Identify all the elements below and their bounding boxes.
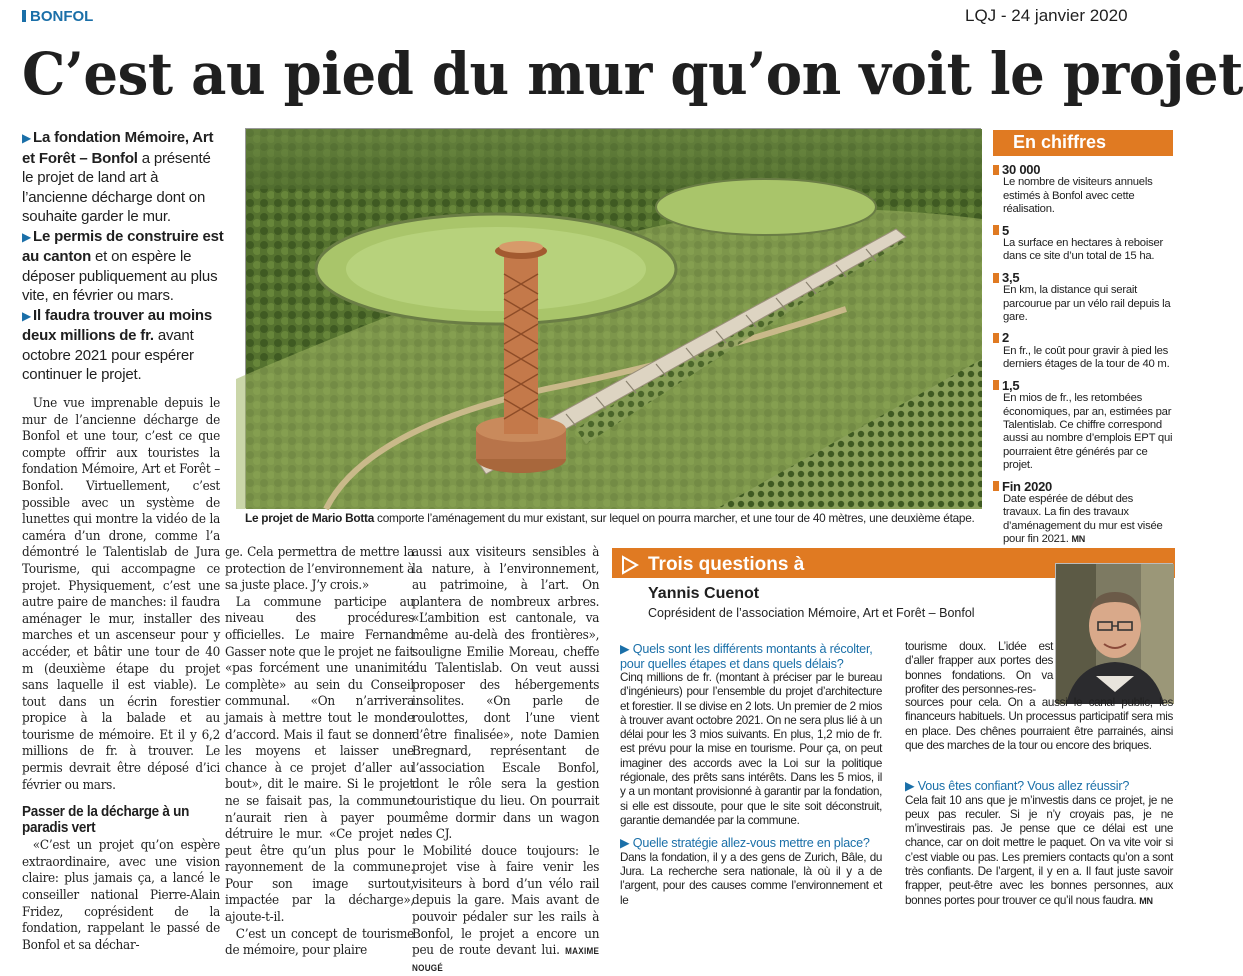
paragraph: ge. Cela permettra de mettre la protection de l’environnement à sa juste place. J’y crois.» bbox=[225, 545, 414, 594]
interviewee-name: Yannis Cuenot bbox=[648, 585, 760, 602]
figure-description-text: Date espérée de début des travaux. La fin des travaux d’aménagement du mur est visée pour fin 2021. bbox=[1003, 492, 1163, 546]
answer-continued: tourisme doux. L’idée est d’aller frapper aux portes des bonnes fondations. On va profiter des personnes-res- bbox=[905, 640, 1053, 696]
signature: MN bbox=[1071, 534, 1085, 545]
figure-item bbox=[993, 163, 1173, 217]
triangle-icon: ▶ bbox=[22, 308, 32, 323]
intro-bullet bbox=[22, 306, 225, 385]
subheading: Passer de la décharge à un paradis vert bbox=[22, 803, 190, 837]
paragraph: Une vue imprenable depuis le mur de l’ancienne décharge de Bonfol et une tour, c’est ce que compte offrir aux touristes la fondation Mémoire, Art et Forêt – Bonfol. Virtuellement, c’est possible avec un système de lunettes qui montre la vidéo de la caméra d’un drone, comme l’a démontré le Talentislab de Jura Tourisme, qui accompagne ce projet. Physiquement, c’est une autre paire de manches: il faudra aménager le mur, installer des marches et un ascenseur pour y accéder, et bâtir une tour de 40 m (deuxième étape du projet sans laquelle il est viable). Le tout dans un écrin forestier propice à la balade et au tourisme de mémoire. Et il y 6,2 millions de fr. à trouver. Le permis devrait être déposé d’ici février ou mars. bbox=[22, 396, 220, 793]
figure-item bbox=[993, 331, 1173, 371]
paragraph: «C’est un projet qu’on espère extraordinaire, avec une vision claire: plus jamais ça, a lancé le conseiller national Pierre-Alain Fridez, coprésident de la fondation, rappelant le passé de Bonfol et sa déchar- bbox=[22, 838, 220, 953]
figure-number: 5 bbox=[993, 224, 1173, 237]
intro-bullet-bold: Il faudra trouver au moins deux millions de fr. bbox=[22, 306, 213, 344]
figure-number: 1,5 bbox=[993, 379, 1173, 392]
interviewee-role: Coprésident de l’association Mémoire, Art et Forêt – Bonfol bbox=[648, 606, 975, 620]
intro-bullet bbox=[22, 128, 225, 227]
answer bbox=[905, 794, 1173, 908]
intro-bullet-bold: La fondation Mémoire, Art et Forêt – Bonfol bbox=[22, 129, 214, 167]
interview-column-2 bbox=[905, 779, 1173, 908]
triangle-icon: ▶ bbox=[620, 642, 633, 656]
figure-item bbox=[993, 480, 1173, 547]
project-rendering-image bbox=[246, 129, 982, 509]
figure-description: La surface en hectares à reboiser dans ce site d’un total de 15 ha. bbox=[1003, 237, 1164, 263]
question bbox=[620, 836, 882, 851]
en-chiffres-box bbox=[993, 130, 1173, 547]
figure-number: 2 bbox=[993, 331, 1173, 344]
figure-number: 3,5 bbox=[993, 271, 1173, 284]
intro-bullet-bold: Le permis de construire est au canton bbox=[22, 227, 224, 265]
answer-text: Cela fait 10 ans que je m’investis dans ce projet, je ne peux pas reculer. Si je n’y croyais pas, je ne m’investirais pas. Je pense que ce délai est une chance, car on doit mettre le paquet. On va vite voir si c’est viable ou pas. Les premiers contacts qu’on a sont très confiants. De l’argent, il y en a. Il faut juste savoir frapper, peut-être avec les bonnes personnes, aux bonnes portes pour trouver ce qu’il nous faudra. bbox=[905, 793, 1173, 907]
interviewee-portrait bbox=[1055, 563, 1173, 703]
headline: C’est au pied du mur qu’on voit le projet bbox=[22, 40, 1243, 108]
paragraph: aussi aux visiteurs sensibles à la nature, à l’environnement, au patrimoine, à l’art. On plantera de nombreux arbres. «L’ambition est cantonale, va même au-delà des frontières», souligne Emilie Moreau, cheffe du Talentislab. On veut aussi proposer des hébergements insolites. «On parle de roulottes, dont l’une vient d’être finalisée», note Damien Bregnard, représentant de l’association Escale Bonfol, dont le rôle sera la gestion touristique du lieu. On pourrait même dormir dans un wagon des CJ. bbox=[412, 545, 600, 843]
triangle-icon: ▶ bbox=[905, 779, 918, 793]
question bbox=[905, 779, 1173, 794]
question-text: Quelle stratégie allez-vous mettre en place? bbox=[632, 836, 870, 851]
portrait-image bbox=[1056, 564, 1174, 704]
source-date: LQJ - 24 janvier 2020 bbox=[965, 6, 1128, 25]
question-text: Quels sont les différents montants à récolter, pour quelles étapes et dans quels délais? bbox=[620, 642, 873, 671]
triangle-icon: ▶ bbox=[22, 131, 32, 145]
figure-description: En km, la distance qui serait parcourue par un vélo rail depuis la gare. bbox=[1003, 284, 1171, 324]
intro-bullet-text: avant octobre 2021 pour espérer continuer le projet. bbox=[22, 327, 194, 383]
figure-item bbox=[993, 379, 1173, 473]
intro-bullets bbox=[22, 128, 225, 385]
paragraph: La commune participe au niveau des procédures officielles. Le maire Fernand Gasser note que le projet ne fait «pas forcément une unanimité complète» au sein du Conseil communal. «On n’arrivera jamais à mettre tout le monde d’accord. Mais il faut se donner les moyens et laisser une chance à ce projet d’aller au bout», dit le maire. Si le projet ne se faisait pas, la commune n’aurait rien à payer pour détruire le mur. «Ce projet ne peut être qu’un plus pour le rayonnement de la commune. Pour son image surtout, impactée par la décharge», ajoute-t-il. bbox=[225, 594, 414, 926]
caption-credit: Le projet de Mario Botta bbox=[245, 511, 375, 525]
figure-description: Le nombre de visiteurs annuels estimés à Bonfol avec cette réalisation. bbox=[1003, 176, 1153, 216]
caption-text: comporte l’aménagement du mur existant, sur lequel on pourra marcher, et une tour de 40 mètres, une deuxième étape. bbox=[374, 511, 975, 525]
article-column-3 bbox=[412, 545, 599, 976]
answer: Dans la fondation, il y a des gens de Zurich, Bâle, du Jura. La recherche sera nationale, là où il y a de l’argent, pour des causes comme l’environnement et le bbox=[620, 850, 882, 907]
interview-column-1 bbox=[620, 642, 882, 908]
paragraph bbox=[412, 844, 599, 976]
author-byline: MAXIME NOUGÉ bbox=[412, 946, 600, 973]
triangle-icon: ▶ bbox=[22, 229, 32, 244]
section-tag: BONFOL bbox=[22, 8, 93, 25]
signature: MN bbox=[1139, 895, 1153, 906]
article-column-1 bbox=[22, 396, 220, 954]
figure-description: En mios de fr., les retombées économiques, par an, estimées par Talentislab. Ce chiffre correspond aussi au nombre d’emplois EPT qui pourraient être générés par ce projet. bbox=[1003, 392, 1173, 472]
answer: Cinq millions de fr. (montant à préciser par le bureau d’ingénieurs) pour l’ensemble du projet d’architecture et forestier. Il se divise en 2 lots. Un premier de 2 mios à trouver avant octobre 2021. On ne sera plus lié à un délai pour les 3 mios suivants. En plus, 1,2 mio de fr. est prévu pour la mise en tourisme. Pour ça, on peut imaginer des accords avec la Loi sur la politique régionale, des prêts sans intérêts. Dans les 5 mios, il y a un montant provisionné à garantir par la fondation, si elle est dissoute, pour que le site soit déconstruit, garantie demandée par la commune. bbox=[620, 671, 882, 827]
paragraph: C’est un concept de tourisme de mémoire, pour plaire bbox=[225, 926, 414, 959]
figure-description bbox=[993, 493, 1173, 547]
photo-caption bbox=[245, 511, 981, 525]
triangle-icon: ▶ bbox=[620, 836, 633, 851]
answer-continued: sources pour cela. On a aussi le canal public, les financeurs habituels. Un processus participatif sera mis en place. Des chênes pourraient être parrainés, ainsi que des marches de la tour ou encore des briques. bbox=[905, 696, 1173, 752]
intro-bullet bbox=[22, 227, 225, 306]
en-chiffres-title: En chiffres bbox=[993, 130, 1173, 156]
question-text: Vous êtes confiant? Vous allez réussir? bbox=[917, 779, 1130, 793]
figure-number: Fin 2020 bbox=[993, 480, 1173, 493]
figure-item bbox=[993, 224, 1173, 264]
paragraph-text: Mobilité douce toujours: le projet vise à faire venir les visiteurs à bord d’un vélo rail depuis la gare. Mais avant de pouvoir pédaler sur les rails à Bonfol, le projet a encore un peu de route devant lui. bbox=[412, 843, 600, 959]
figure-number: 30 000 bbox=[993, 163, 1173, 176]
intro-bullet-text: et on espère le déposer publiquement au plus vite, en février ou mars. bbox=[22, 248, 218, 304]
intro-bullet-text: a présenté le projet de land art à l’ancienne décharge dont on souhaite garder le mur. bbox=[22, 149, 211, 225]
interview-title: Trois questions à bbox=[648, 553, 805, 575]
article-column-2 bbox=[225, 545, 414, 960]
question bbox=[620, 642, 882, 671]
figure-description: En fr., le coût pour gravir à pied les derniers étages de la tour de 40 m. bbox=[1003, 344, 1170, 371]
project-photo bbox=[245, 128, 981, 508]
play-triangle-icon bbox=[622, 556, 638, 574]
figure-item bbox=[993, 271, 1173, 325]
